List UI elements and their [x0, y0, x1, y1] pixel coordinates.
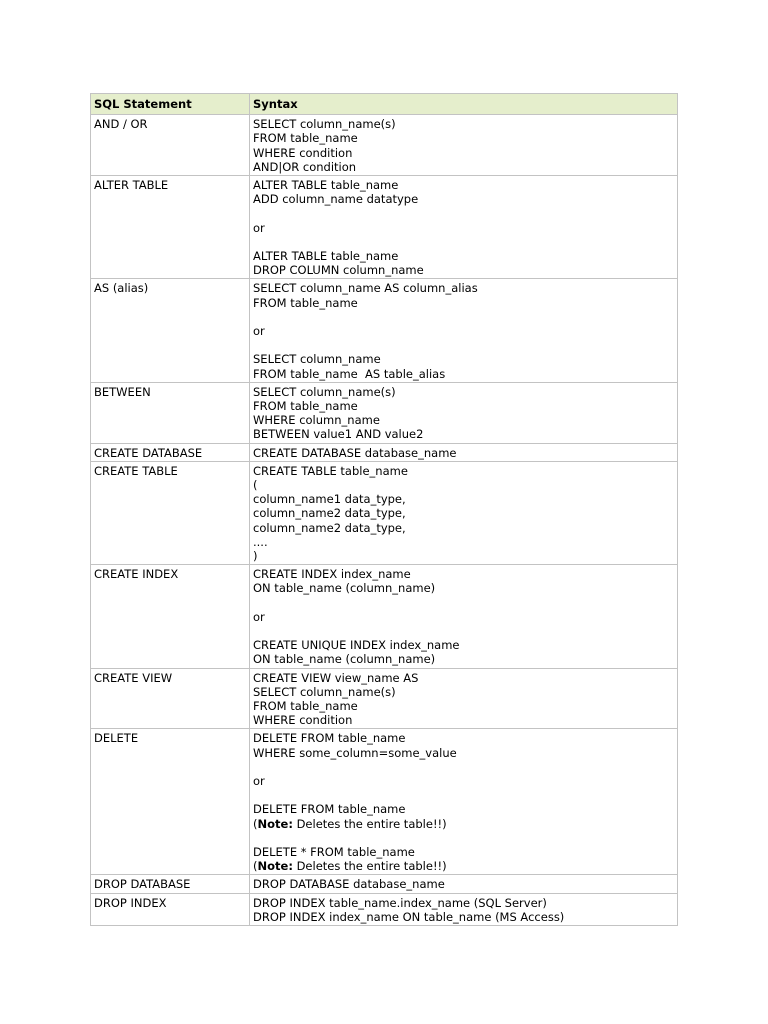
syntax-text: CREATE VIEW view_name AS: [253, 670, 419, 685]
syntax-text: DELETE FROM table_name: [253, 802, 406, 817]
syntax-line: [253, 624, 674, 638]
syntax-line: [253, 877, 674, 891]
syntax-line: [253, 492, 674, 506]
table-row: [91, 461, 678, 564]
syntax-text: WHERE some_column=some_value: [253, 745, 457, 760]
syntax-line: [253, 831, 674, 845]
syntax-line: [253, 249, 674, 263]
syntax-line: [253, 859, 674, 873]
syntax-cell: [250, 668, 678, 729]
syntax-text: FROM table_name: [253, 131, 358, 146]
syntax-line: [253, 506, 674, 520]
syntax-line: [253, 638, 674, 652]
syntax-text: SELECT column_name(s): [253, 684, 396, 699]
syntax-line: [253, 263, 674, 277]
syntax-cell: [250, 443, 678, 461]
syntax-text: CREATE UNIQUE INDEX index_name: [253, 638, 460, 653]
syntax-line: [253, 367, 674, 381]
syntax-text: FROM table_name: [253, 295, 358, 310]
syntax-cell: [250, 893, 678, 925]
syntax-text: column_name1 data_type,: [253, 492, 406, 507]
syntax-line: [253, 910, 674, 924]
syntax-text: CREATE TABLE table_name: [253, 463, 408, 478]
syntax-line: [253, 802, 674, 816]
syntax-text: FROM table_name AS table_alias: [253, 366, 446, 381]
syntax-text: SELECT column_name(s): [253, 384, 396, 399]
table-row: [91, 565, 678, 668]
table-row: [91, 875, 678, 893]
syntax-text: column_name2 data_type,: [253, 506, 406, 521]
syntax-line: [253, 178, 674, 192]
header-syntax: Syntax: [250, 94, 678, 115]
syntax-line: [253, 817, 674, 831]
table-header-row: [91, 94, 678, 115]
table-row: [91, 893, 678, 925]
syntax-cell: [250, 176, 678, 279]
syntax-text: SELECT column_name(s): [253, 117, 396, 132]
sql-statement-cell: DROP DATABASE: [91, 875, 250, 893]
table-body: [91, 115, 678, 926]
syntax-line: [253, 160, 674, 174]
syntax-text: WHERE condition: [253, 145, 353, 160]
table-row: [91, 382, 678, 443]
syntax-text: WHERE column_name: [253, 413, 380, 428]
syntax-cell: [250, 565, 678, 668]
syntax-line: [253, 685, 674, 699]
syntax-text: ALTER TABLE table_name: [253, 178, 399, 193]
syntax-text: AND|OR condition: [253, 159, 357, 174]
syntax-line: [253, 845, 674, 859]
sql-statement-cell: DROP INDEX: [91, 893, 250, 925]
syntax-line: [253, 567, 674, 581]
syntax-line: [253, 596, 674, 610]
sql-statement-cell: CREATE VIEW: [91, 668, 250, 729]
syntax-text: WHERE condition: [253, 713, 353, 728]
syntax-text: CREATE INDEX index_name: [253, 567, 411, 582]
syntax-text: Deletes the entire table!!): [292, 816, 447, 831]
syntax-line: [253, 413, 674, 427]
syntax-text: DROP DATABASE database_name: [253, 877, 445, 892]
syntax-line: [253, 774, 674, 788]
syntax-line: [253, 235, 674, 249]
syntax-line: [253, 446, 674, 460]
note-label: Note:: [257, 859, 293, 874]
syntax-cell: [250, 382, 678, 443]
table-row: [91, 176, 678, 279]
sql-statement-cell: CREATE INDEX: [91, 565, 250, 668]
syntax-line: [253, 192, 674, 206]
syntax-text: DELETE FROM table_name: [253, 731, 406, 746]
syntax-line: [253, 399, 674, 413]
sql-statement-cell: ALTER TABLE: [91, 176, 250, 279]
syntax-text: or: [253, 609, 265, 624]
table-row: [91, 729, 678, 875]
syntax-line: [253, 281, 674, 295]
syntax-text: BETWEEN value1 AND value2: [253, 427, 424, 442]
syntax-line: [253, 896, 674, 910]
syntax-line: [253, 671, 674, 685]
syntax-cell: [250, 875, 678, 893]
table-row: [91, 443, 678, 461]
syntax-text: or: [253, 774, 265, 789]
syntax-text: DROP INDEX index_name ON table_name (MS Access): [253, 909, 565, 924]
sql-statement-cell: DELETE: [91, 729, 250, 875]
syntax-text: column_name2 data_type,: [253, 520, 406, 535]
syntax-line: [253, 760, 674, 774]
syntax-line: [253, 788, 674, 802]
syntax-line: [253, 521, 674, 535]
syntax-line: [253, 324, 674, 338]
syntax-text: ): [253, 549, 258, 564]
table-row: [91, 115, 678, 176]
syntax-line: [253, 699, 674, 713]
syntax-text: DELETE * FROM table_name: [253, 845, 415, 860]
syntax-text: (: [253, 478, 258, 493]
sql-statement-cell: BETWEEN: [91, 382, 250, 443]
syntax-text: FROM table_name: [253, 699, 358, 714]
syntax-line: [253, 385, 674, 399]
syntax-text: ALTER TABLE table_name: [253, 249, 399, 263]
syntax-text: DROP INDEX table_name.index_name (SQL Server): [253, 895, 547, 910]
sql-statement-cell: CREATE TABLE: [91, 461, 250, 564]
syntax-text: ON table_name (column_name): [253, 652, 436, 667]
header-sql-statement: SQL Statement: [91, 94, 250, 115]
syntax-text: ADD column_name datatype: [253, 192, 419, 207]
sql-statement-cell: CREATE DATABASE: [91, 443, 250, 461]
sql-statement-cell: AND / OR: [91, 115, 250, 176]
syntax-line: [253, 117, 674, 131]
table-row: [91, 279, 678, 382]
syntax-line: [253, 296, 674, 310]
syntax-line: [253, 549, 674, 563]
syntax-cell: [250, 279, 678, 382]
syntax-line: [253, 535, 674, 549]
syntax-text: DROP COLUMN column_name: [253, 263, 424, 278]
syntax-text: ....: [253, 534, 268, 549]
syntax-text: CREATE DATABASE database_name: [253, 445, 457, 460]
syntax-line: [253, 221, 674, 235]
sql-reference-table: [90, 93, 678, 926]
syntax-line: [253, 652, 674, 666]
syntax-text: or: [253, 324, 265, 338]
sql-statement-cell: AS (alias): [91, 279, 250, 382]
syntax-line: [253, 427, 674, 441]
syntax-line: [253, 746, 674, 760]
syntax-text: or: [253, 220, 265, 235]
syntax-text: Deletes the entire table!!): [292, 859, 447, 874]
syntax-line: [253, 352, 674, 366]
syntax-text: ON table_name (column_name): [253, 581, 436, 596]
syntax-text: FROM table_name: [253, 399, 358, 413]
syntax-line: [253, 713, 674, 727]
syntax-line: [253, 310, 674, 324]
syntax-text: SELECT column_name: [253, 352, 381, 367]
syntax-cell: [250, 461, 678, 564]
table-row: [91, 668, 678, 729]
syntax-line: [253, 610, 674, 624]
syntax-line: [253, 206, 674, 220]
syntax-cell: [250, 729, 678, 875]
syntax-line: [253, 146, 674, 160]
syntax-line: [253, 338, 674, 352]
syntax-line: [253, 464, 674, 478]
syntax-line: [253, 581, 674, 595]
syntax-line: [253, 731, 674, 745]
syntax-text: SELECT column_name AS column_alias: [253, 281, 478, 296]
syntax-line: [253, 478, 674, 492]
note-label: Note:: [257, 816, 293, 831]
syntax-text: (: [253, 859, 258, 874]
syntax-text: (: [253, 816, 258, 831]
syntax-line: [253, 131, 674, 145]
syntax-cell: [250, 115, 678, 176]
